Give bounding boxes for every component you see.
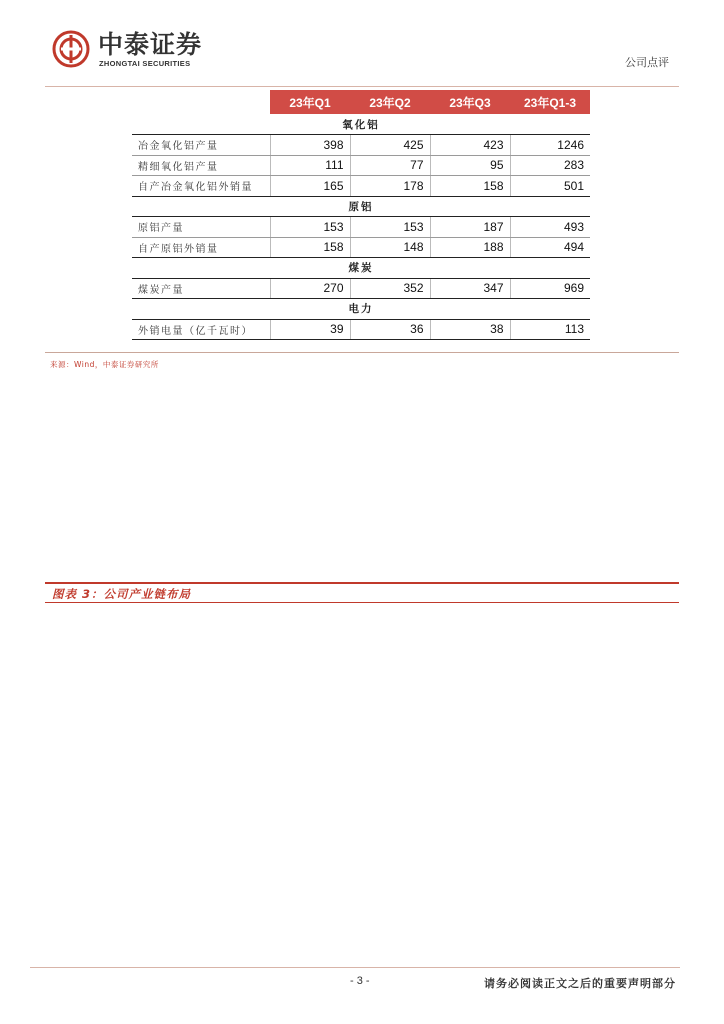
- cell-value: 165: [270, 176, 350, 197]
- section-title: 原铝: [132, 196, 590, 217]
- cell-value: 113: [510, 319, 590, 340]
- table-row: [132, 217, 590, 238]
- table-row: [132, 278, 590, 299]
- cell-value: 347: [430, 278, 510, 299]
- table-header-row: [132, 90, 590, 114]
- production-table: [132, 90, 590, 340]
- cell-value: 38: [430, 319, 510, 340]
- column-header: 23年Q1: [270, 90, 350, 114]
- source-note: 来源：Wind，中泰证券研究所: [50, 360, 159, 369]
- table-row: [132, 237, 590, 258]
- cell-value: 178: [350, 176, 430, 197]
- cell-value: 188: [430, 237, 510, 258]
- cell-value: 398: [270, 135, 350, 156]
- section-row: [132, 196, 590, 217]
- cell-value: 283: [510, 155, 590, 176]
- figure-divider-top: [45, 582, 679, 584]
- page-number: - 3 -: [350, 975, 370, 987]
- section-title: 煤炭: [132, 258, 590, 279]
- column-header: 23年Q3: [430, 90, 510, 114]
- document-type: 公司点评: [625, 56, 669, 69]
- column-header: 23年Q2: [350, 90, 430, 114]
- cell-value: 494: [510, 237, 590, 258]
- section-title: 氧化铝: [132, 114, 590, 135]
- cell-value: 153: [270, 217, 350, 238]
- row-label: 冶金氧化铝产量: [132, 135, 270, 156]
- cell-value: 95: [430, 155, 510, 176]
- company-logo-english: ZHONGTAI SECURITIES: [99, 59, 191, 68]
- cell-value: 969: [510, 278, 590, 299]
- header-divider: [45, 86, 679, 87]
- row-label: 自产原铝外销量: [132, 237, 270, 258]
- row-label: 原铝产量: [132, 217, 270, 238]
- cell-value: 153: [350, 217, 430, 238]
- cell-value: 270: [270, 278, 350, 299]
- footer-divider: [30, 967, 680, 968]
- cell-value: 1246: [510, 135, 590, 156]
- row-label: 自产冶金氧化铝外销量: [132, 176, 270, 197]
- section-row: [132, 114, 590, 135]
- section-row: [132, 299, 590, 320]
- row-label: 煤炭产量: [132, 278, 270, 299]
- figure-title: 图表 3：公司产业链布局: [52, 587, 192, 601]
- table-row: [132, 319, 590, 340]
- cell-value: 111: [270, 155, 350, 176]
- column-header: 23年Q1-3: [510, 90, 590, 114]
- table-row: [132, 155, 590, 176]
- row-label: 外销电量（亿千瓦时）: [132, 319, 270, 340]
- cell-value: 39: [270, 319, 350, 340]
- row-label: 精细氧化铝产量: [132, 155, 270, 176]
- cell-value: 187: [430, 217, 510, 238]
- disclaimer-note: 请务必阅读正文之后的重要声明部分: [484, 977, 676, 990]
- company-logo-text: 中泰证券: [98, 30, 203, 59]
- section-title: 电力: [132, 299, 590, 320]
- table-row: [132, 135, 590, 156]
- cell-value: 158: [270, 237, 350, 258]
- cell-value: 36: [350, 319, 430, 340]
- column-header: [132, 90, 270, 114]
- figure-divider-bottom: [45, 602, 679, 603]
- cell-value: 352: [350, 278, 430, 299]
- cell-value: 425: [350, 135, 430, 156]
- cell-value: 158: [430, 176, 510, 197]
- table-divider: [45, 352, 679, 353]
- table-row: [132, 176, 590, 197]
- cell-value: 493: [510, 217, 590, 238]
- logo-icon: [52, 30, 90, 68]
- cell-value: 148: [350, 237, 430, 258]
- cell-value: 501: [510, 176, 590, 197]
- cell-value: 423: [430, 135, 510, 156]
- section-row: [132, 258, 590, 279]
- cell-value: 77: [350, 155, 430, 176]
